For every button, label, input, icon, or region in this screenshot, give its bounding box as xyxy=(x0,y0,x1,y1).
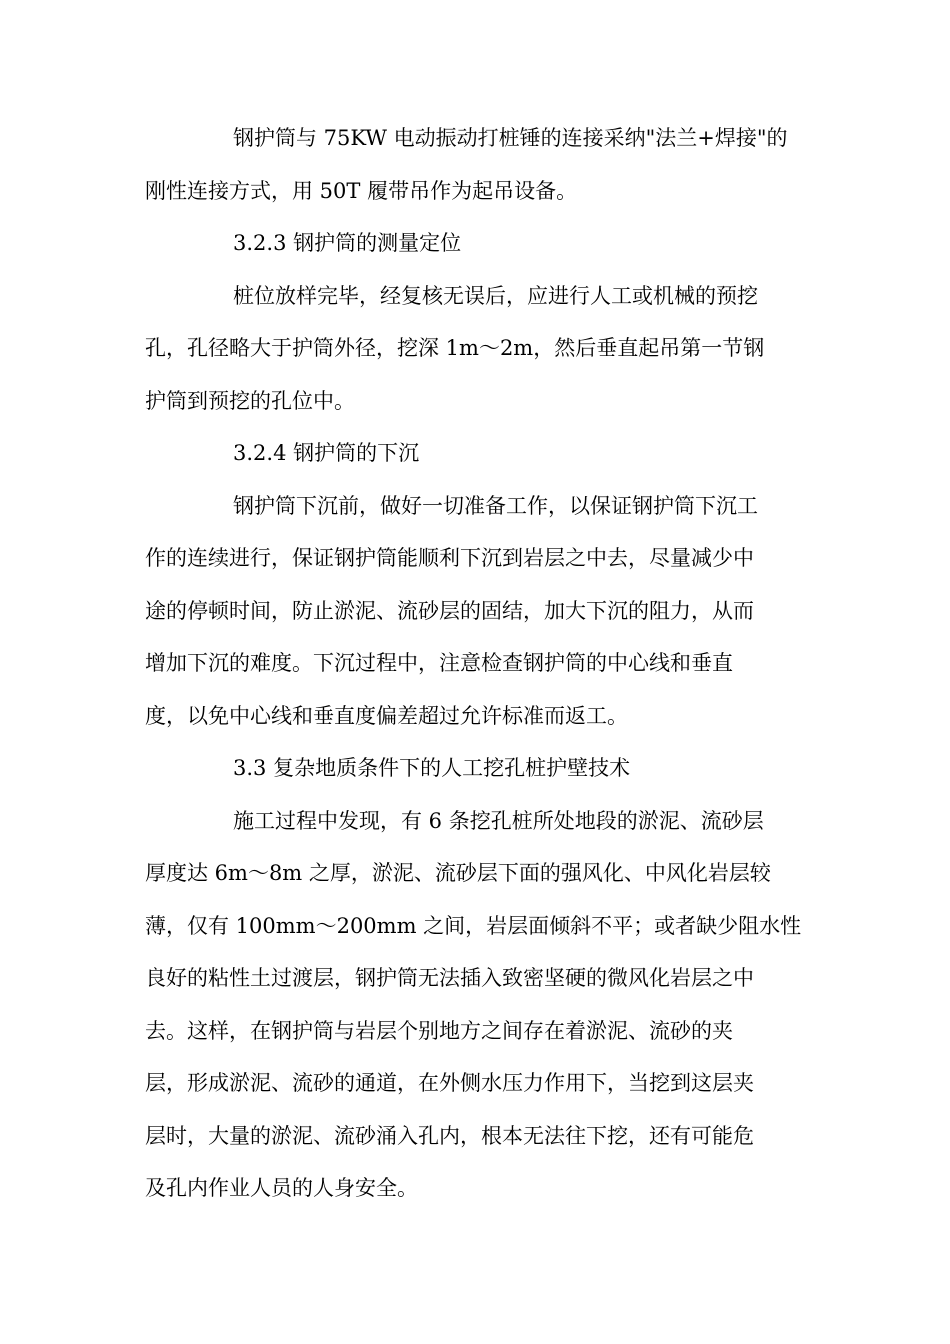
paragraph-line: 孔，孔径略大于护筒外径，挖深 1m～2m，然后垂直起吊第一节钢 xyxy=(145,336,765,360)
paragraph-line: 良好的粘性土过渡层，钢护筒无法插入致密坚硬的微风化岩层之中 xyxy=(145,966,754,990)
paragraph-line: 刚性连接方式，用 50T 履带吊作为起吊设备。 xyxy=(145,178,578,203)
heading-line: 3.2.4 钢护筒的下沉 xyxy=(233,441,420,465)
paragraph-line: 施工过程中发现，有 6 条挖孔桩所处地段的淤泥、流砂层 xyxy=(233,808,764,833)
paragraph xyxy=(145,480,825,743)
paragraph-line: 护筒到预挖的孔位中。 xyxy=(145,388,355,413)
paragraph-line: 薄，仅有 100mm～200mm 之间，岩层面倾斜不平；或者缺少阻水性 xyxy=(145,913,802,938)
paragraph-line: 层，形成淤泥、流砂的通道，在外侧水压力作用下，当挖到这层夹 xyxy=(145,1071,754,1095)
paragraph xyxy=(145,795,825,1215)
paragraph-line: 厚度达 6m～8m 之厚，淤泥、流砂层下面的强风化、中风化岩层较 xyxy=(145,861,771,885)
paragraph-line: 作的连续进行，保证钢护筒能顺利下沉到岩层之中去，尽量减少中 xyxy=(145,546,754,570)
section-heading xyxy=(145,742,825,795)
section-heading xyxy=(145,427,825,480)
heading-line: 3.2.3 钢护筒的测量定位 xyxy=(233,231,462,255)
paragraph-line: 途的停顿时间，防止淤泥、流砂层的固结，加大下沉的阻力，从而 xyxy=(145,598,754,623)
heading-line: 3.3 复杂地质条件下的人工挖孔桩护壁技术 xyxy=(233,756,631,780)
paragraph-line: 钢护筒下沉前，做好一切准备工作，以保证钢护筒下沉工 xyxy=(233,493,758,518)
paragraph-line: 去。这样，在钢护筒与岩层个别地方之间存在着淤泥、流砂的夹 xyxy=(145,1018,733,1043)
section-heading xyxy=(145,217,825,270)
paragraph xyxy=(145,112,825,217)
paragraph-line: 增加下沉的难度。下沉过程中，注意检查钢护筒的中心线和垂直 xyxy=(145,651,733,675)
paragraph-line: 桩位放样完毕，经复核无误后，应进行人工或机械的预挖 xyxy=(233,283,758,308)
document-body xyxy=(145,112,825,1215)
paragraph-line: 及孔内作业人员的人身安全。 xyxy=(145,1176,418,1200)
paragraph-line: 层时，大量的淤泥、流砂涌入孔内，根本无法往下挖，还有可能危 xyxy=(145,1123,754,1148)
paragraph-line: 度，以免中心线和垂直度偏差超过允许标准而返工。 xyxy=(145,703,628,728)
paragraph xyxy=(145,270,825,428)
paragraph-line: 钢护筒与 75KW 电动振动打桩锤的连接采纳"法兰+焊接"的 xyxy=(233,126,788,150)
